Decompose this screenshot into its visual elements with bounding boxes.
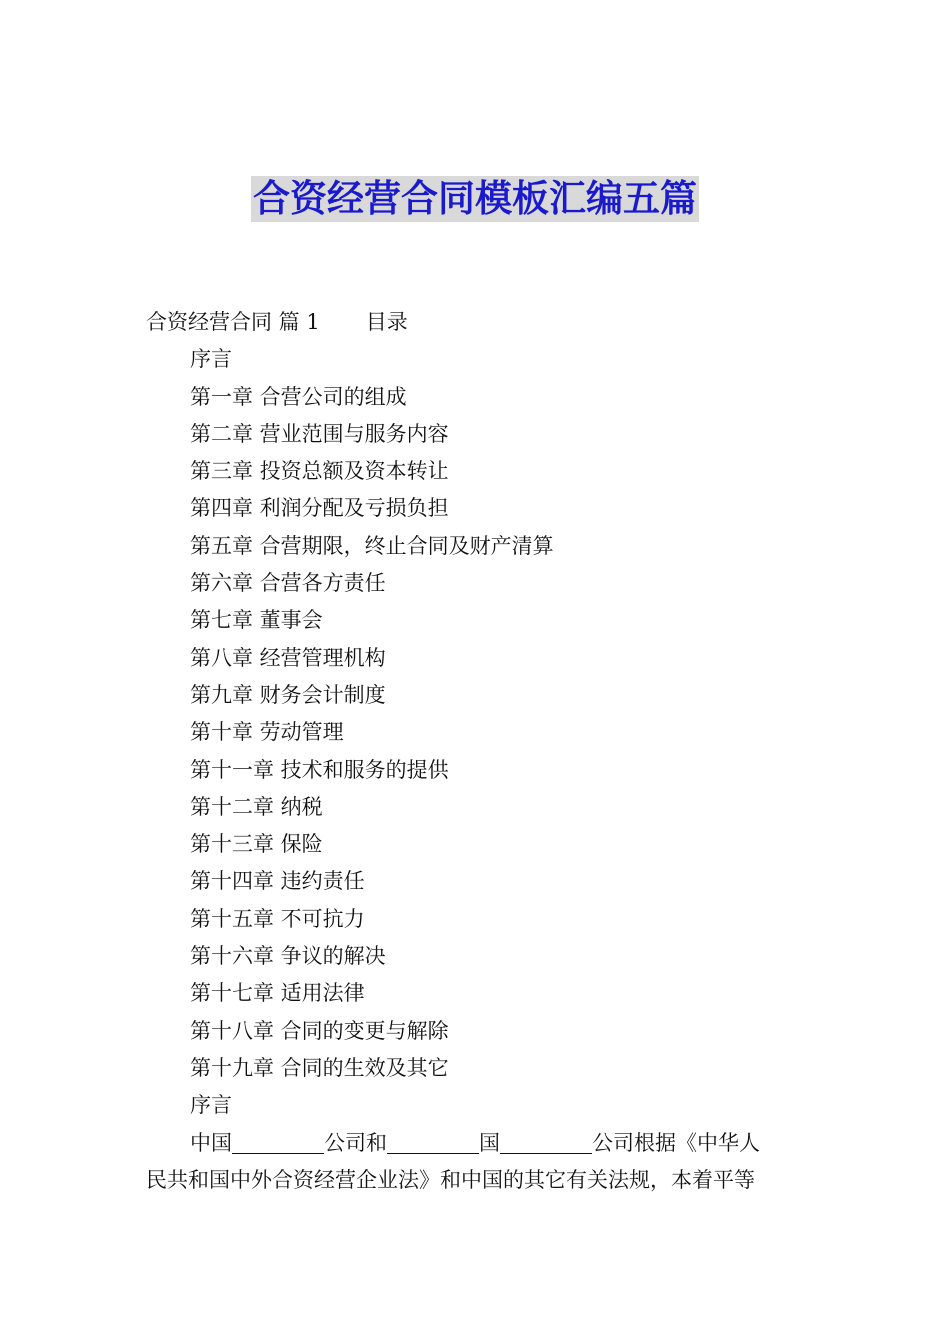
preface-text: 公司根据《中华人 (592, 1130, 760, 1155)
title-container (0, 176, 950, 222)
preface-heading: 序言 (190, 1093, 232, 1118)
toc-item: 第三章 投资总额及资本转让 (190, 459, 449, 484)
toc-item: 第七章 董事会 (190, 608, 323, 633)
preface-paragraph-line-2: 民共和国中外合资经营企业法》和中国的其它有关法规，本着平等 (146, 1167, 755, 1192)
toc-item: 第十六章 争议的解决 (190, 944, 386, 969)
toc-item: 第五章 合营期限，终止合同及财产清算 (190, 533, 554, 558)
toc-item: 第十七章 适用法律 (190, 981, 365, 1006)
toc-item: 第十二章 纳税 (190, 794, 323, 819)
toc-item: 第一章 合营公司的组成 (190, 384, 407, 409)
toc-item: 序言 (190, 347, 232, 372)
article-label: 合资经营合同 篇 1 (146, 310, 320, 334)
toc-item: 第九章 财务会计制度 (190, 682, 386, 707)
fill-in-blank (232, 1132, 324, 1154)
preface-text: 中国 (190, 1130, 232, 1155)
toc-item: 第十一章 技术和服务的提供 (190, 757, 449, 782)
toc-item: 第四章 利润分配及亏损负担 (190, 496, 449, 521)
preface-paragraph-line-1 (146, 1125, 806, 1162)
toc-item: 第十四章 违约责任 (190, 869, 365, 894)
toc-item: 第二章 营业范围与服务内容 (190, 421, 449, 446)
fill-in-blank (500, 1132, 592, 1154)
preface-text: 公司和 (324, 1130, 387, 1155)
toc-item: 第十五章 不可抗力 (190, 906, 365, 931)
fill-in-blank (387, 1132, 479, 1154)
toc-item: 第六章 合营各方责任 (190, 571, 386, 596)
toc-item: 第八章 经营管理机构 (190, 645, 386, 670)
document-title: 合资经营合同模板汇编五篇 (253, 177, 697, 220)
toc-item: 第十九章 合同的生效及其它 (190, 1055, 449, 1080)
toc-item: 第十章 劳动管理 (190, 720, 344, 745)
document-body (146, 304, 806, 1199)
toc-item: 第十三章 保险 (190, 832, 323, 857)
toc-item: 第十八章 合同的变更与解除 (190, 1018, 449, 1043)
preface-text: 国 (479, 1130, 500, 1155)
toc-label: 目录 (365, 310, 408, 334)
article-heading (146, 304, 806, 341)
